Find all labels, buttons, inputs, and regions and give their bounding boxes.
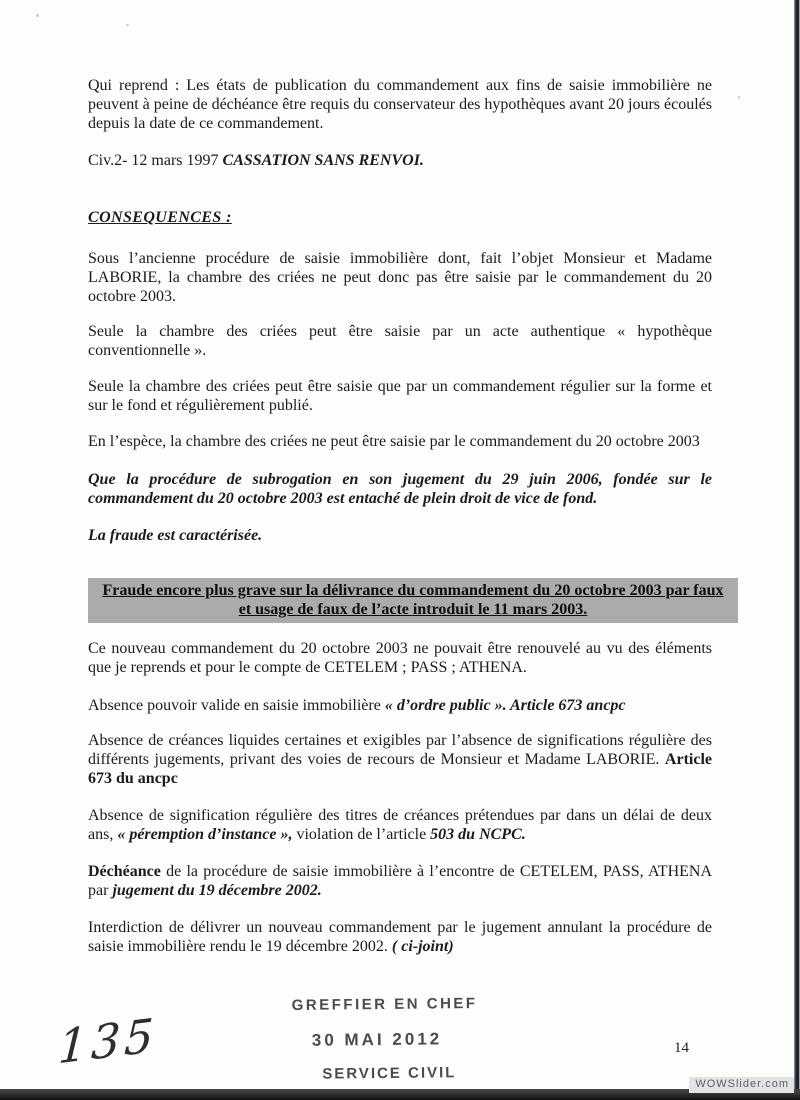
absence-pouvoir-text: Absence pouvoir valide en saisie immobilière bbox=[88, 697, 385, 714]
ordre-public-article: « d’ordre public ». Article 673 ancpc bbox=[384, 697, 626, 714]
document-body bbox=[88, 76, 724, 956]
paragraph-qui-reprend: Qui reprend : Les états de publication du commandement aux fins de saisie immobilière ne peuvent à peine de déchéance être requis du conservateur des hypothèques avant 20 jours écoulés depuis la date de ce commandement. bbox=[88, 77, 712, 132]
paragraph-civ-cassation bbox=[88, 151, 712, 170]
paragraph-commandement-regulier: Seule la chambre des criées peut être saisie que par un commandement régulier sur la forme et sur le fond et régulièrement publié. bbox=[88, 378, 712, 414]
scan-noise-speck bbox=[126, 24, 129, 26]
jugement-19-decembre: jugement du 19 décembre 2002. bbox=[112, 882, 322, 899]
interdiction-text: Interdiction de délivrer un nouveau commandement par le jugement annulant la procédure de saisie immobilière rendu le 19 décembre 2002. bbox=[88, 919, 712, 955]
stamp-date: 30 MAI 2012 bbox=[311, 1029, 443, 1050]
paragraph-absence-pouvoir bbox=[88, 696, 712, 715]
scan-noise-speck bbox=[738, 96, 740, 99]
decheance-text: de la procédure de saisie immobilière à l’encontre de CETELEM, PASS, ATHENA par bbox=[88, 863, 712, 899]
stamp-service-civil: SERVICE CIVIL bbox=[322, 1064, 457, 1083]
paragraph-nouveau-commandement: Ce nouveau commandement du 20 octobre 2003 ne pouvait être renouvelé au vu des éléments que je reprends et pour le compte de CETELEM ; PASS ; ATHENA. bbox=[88, 640, 712, 676]
paragraph-absence-signification bbox=[88, 806, 712, 844]
paragraph-subrogation: Que la procédure de subrogation en son jugement du 29 juin 2006, fondée sur le commandement du 20 octobre 2003 est entaché de plein droit de vice de fond. bbox=[88, 471, 712, 507]
violation-article-text: violation de l’article bbox=[296, 826, 431, 843]
scan-frame-right-border bbox=[794, 0, 800, 1100]
ci-joint: ( ci-joint) bbox=[391, 938, 454, 955]
citation-cassation: CASSATION SANS RENVOI. bbox=[222, 152, 424, 169]
article-503-ncpc: 503 du NCPC. bbox=[430, 826, 526, 843]
banner-fraude-grave: Fraude encore plus grave sur la délivrance du commandement du 20 octobre 2003 par faux et usage de faux de l’acte introduit le 11 mars 2003. bbox=[88, 578, 738, 623]
paragraph-en-espece: En l’espèce, la chambre des criées ne peut être saisie par le commandement du 20 octobre 2003 bbox=[88, 433, 700, 450]
scan-frame-bottom-bar bbox=[0, 1089, 800, 1100]
wowslider-watermark-link[interactable]: WOWSlider.com bbox=[689, 1077, 794, 1093]
decheance-word: Déchéance bbox=[88, 863, 161, 880]
page-number: 14 bbox=[674, 1040, 689, 1056]
paragraph-absence-creances bbox=[88, 731, 712, 788]
absence-signification-text: Absence de signification régulière des titres de créances prétendues par dans un délai de deux ans, bbox=[88, 807, 712, 843]
paragraph-decheance bbox=[88, 862, 712, 900]
article-673-ancpc: Article 673 du ancpc bbox=[88, 751, 712, 787]
scan-noise-speck bbox=[36, 14, 39, 17]
stamp-greffier-en-chef: GREFFIER EN CHEF bbox=[291, 995, 478, 1014]
heading-consequences: CONSEQUENCES : bbox=[88, 209, 232, 226]
paragraph-fraude-caracterisee: La fraude est caractérisée. bbox=[88, 527, 263, 544]
peremption-instance: « péremption d’instance », bbox=[117, 826, 297, 843]
citation-date: Civ.2- 12 mars 1997 bbox=[88, 152, 223, 169]
handwritten-folio-number: 135 bbox=[56, 1007, 159, 1075]
paragraph-acte-authentique: Seule la chambre des criées peut être saisie par un acte authentique « hypothèque conventionnelle ». bbox=[88, 323, 712, 359]
paragraph-ancienne-procedure: Sous l’ancienne procédure de saisie immobilière dont, fait l’objet Monsieur et Madame LABORIE, la chambre des criées ne peut donc pas être saisie par le commandement du 20 octobre 2003. bbox=[88, 250, 712, 305]
paragraph-interdiction bbox=[88, 918, 712, 956]
registry-stamp bbox=[230, 994, 541, 1083]
absence-creances-text: Absence de créances liquides certaines et exigibles par l’absence de significations régulière des différents jugements, privant des voies de recours de Monsieur et Madame LABORIE. bbox=[88, 732, 712, 768]
